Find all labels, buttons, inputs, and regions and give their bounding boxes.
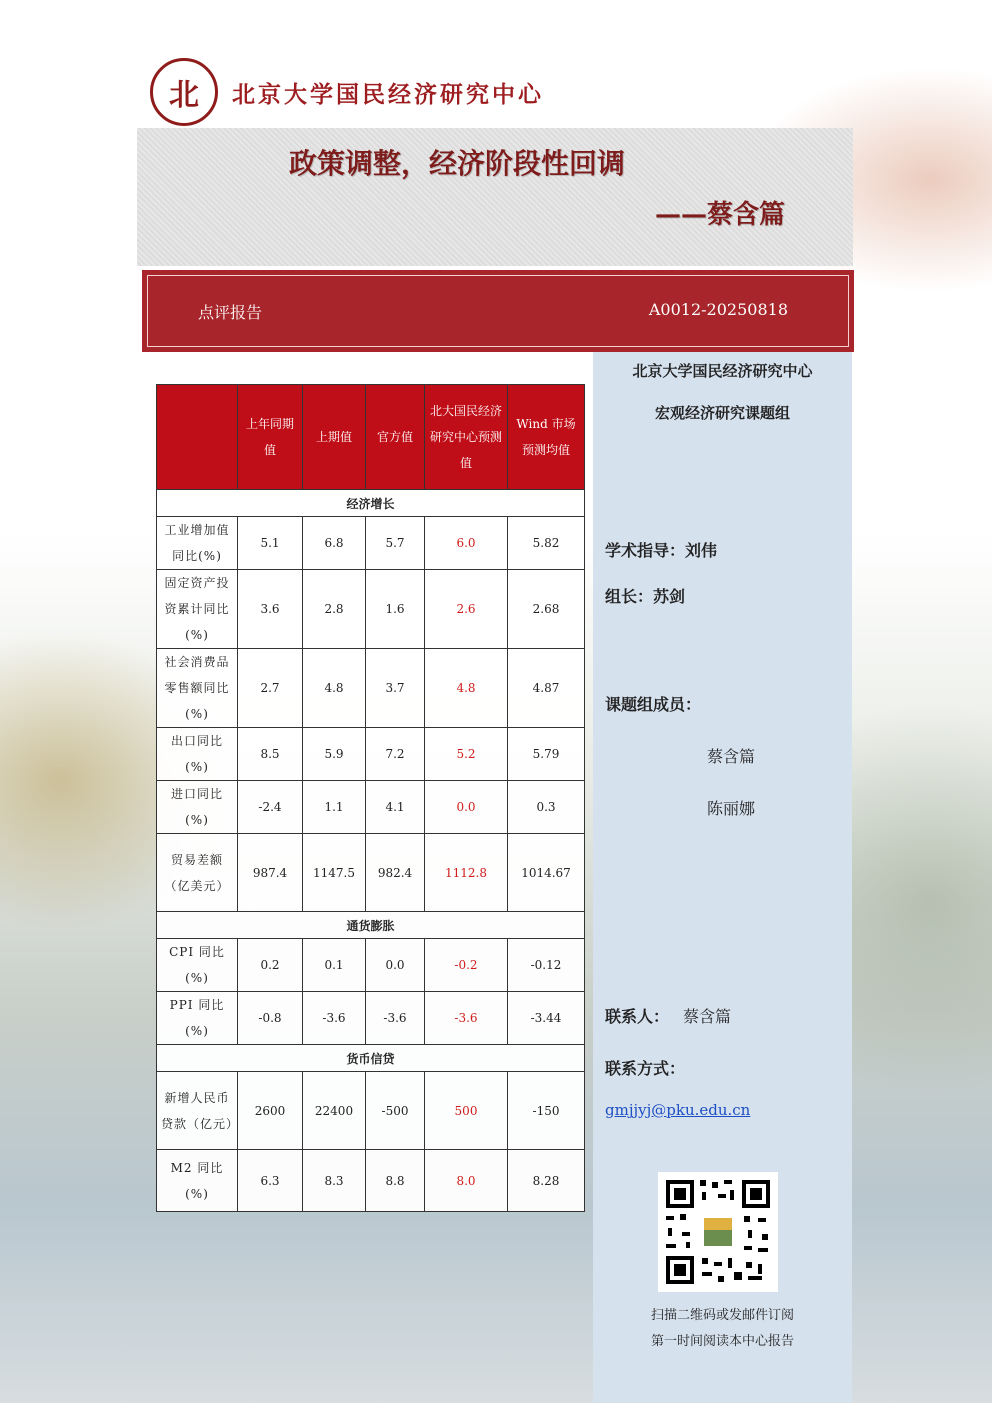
cell-value: 0.1 (303, 939, 366, 992)
cell-forecast: 8.0 (425, 1150, 508, 1212)
section-title: 经济增长 (157, 490, 585, 517)
table-row (157, 517, 585, 570)
sidebar-contact (605, 1004, 731, 1027)
row-label: CPI 同比(%) (157, 939, 238, 992)
table-row (157, 1150, 585, 1212)
cell-value: -3.6 (366, 992, 425, 1045)
cell-forecast: 4.8 (425, 649, 508, 728)
cell-value: 2.8 (303, 570, 366, 649)
cell-forecast: 500 (425, 1072, 508, 1150)
cell-value: 22400 (303, 1072, 366, 1150)
row-label: 新增人民币贷款（亿元） (157, 1072, 238, 1150)
cell-value: 5.9 (303, 728, 366, 781)
row-label: 固定资产投资累计同比(%) (157, 570, 238, 649)
row-label: 进口同比(%) (157, 781, 238, 834)
table-row (157, 781, 585, 834)
header-logo (150, 58, 544, 126)
cell-value: 6.8 (303, 517, 366, 570)
report-type: 点评报告 (198, 303, 263, 322)
sidebar-member: 陈丽娜 (707, 799, 756, 818)
row-label: 社会消费品零售额同比(%) (157, 649, 238, 728)
report-title: 政策调整，经济阶段性回调 (289, 147, 626, 180)
cell-value: 982.4 (366, 834, 425, 912)
contact-method-label: 联系方式： (605, 1059, 686, 1078)
cell-value: 5.82 (508, 517, 585, 570)
cell-value: 2.7 (238, 649, 303, 728)
sidebar-group: 宏观经济研究课题组 (654, 404, 790, 422)
sidebar-member: 蔡含篇 (707, 747, 756, 766)
sidebar-leader: 组长：苏剑 (605, 587, 686, 606)
cell-value: 1147.5 (303, 834, 366, 912)
cell-value: 1.1 (303, 781, 366, 834)
university-seal-icon: 北 (150, 58, 218, 126)
section-title: 通货膨胀 (157, 912, 585, 939)
cell-value: 4.1 (366, 781, 425, 834)
cell-value: -3.44 (508, 992, 585, 1045)
cell-value: 5.7 (366, 517, 425, 570)
banner-frame (147, 275, 849, 347)
col-header-official: 官方值 (366, 385, 425, 490)
org-name: 北京大学国民经济研究中心 (232, 80, 544, 108)
cell-forecast: 5.2 (425, 728, 508, 781)
qr-caption-line1: 扫描二维码或发邮件订阅 (650, 1308, 794, 1323)
col-header-pku-forecast: 北大国民经济研究中心预测值 (425, 385, 508, 490)
cell-value: 987.4 (238, 834, 303, 912)
table-row (157, 834, 585, 912)
cell-value: -150 (508, 1072, 585, 1150)
section-title: 货币信贷 (157, 1045, 585, 1072)
email-link[interactable]: gmjjyj@pku.edu.cn (605, 1101, 751, 1119)
cell-forecast: 0.0 (425, 781, 508, 834)
row-label: 贸易差额（亿美元） (157, 834, 238, 912)
sidebar-members-label: 课题组成员： (605, 695, 702, 714)
sidebar (593, 352, 852, 1403)
col-header-wind-forecast: Wind 市场预测均值 (508, 385, 585, 490)
cell-forecast: 1112.8 (425, 834, 508, 912)
table-row (157, 570, 585, 649)
forecast-table (156, 384, 585, 1212)
row-label: 工业增加值同比(%) (157, 517, 238, 570)
qr-code-icon[interactable] (658, 1172, 778, 1292)
row-label: 出口同比(%) (157, 728, 238, 781)
cell-value: 2600 (238, 1072, 303, 1150)
cell-value: 3.7 (366, 649, 425, 728)
header-corner (157, 385, 238, 490)
cell-forecast: 6.0 (425, 517, 508, 570)
cell-value: 5.79 (508, 728, 585, 781)
contact-label: 联系人： (605, 1007, 670, 1026)
cell-value: 1014.67 (508, 834, 585, 912)
title-box (137, 128, 853, 266)
cell-value: 0.3 (508, 781, 585, 834)
cell-value: 0.0 (366, 939, 425, 992)
cell-value: 6.3 (238, 1150, 303, 1212)
report-banner (142, 270, 854, 352)
sidebar-advisor: 学术指导：刘伟 (605, 541, 718, 560)
contact-name: 蔡含篇 (683, 1007, 732, 1026)
cell-value: -0.12 (508, 939, 585, 992)
row-label: M2 同比(%) (157, 1150, 238, 1212)
cell-value: -500 (366, 1072, 425, 1150)
table-row (157, 649, 585, 728)
table-row (157, 992, 585, 1045)
cell-value: 8.8 (366, 1150, 425, 1212)
sidebar-org: 北京大学国民经济研究中心 (632, 362, 813, 380)
cell-value: 8.3 (303, 1150, 366, 1212)
cell-forecast: -0.2 (425, 939, 508, 992)
cell-value: 3.6 (238, 570, 303, 649)
cell-value: 0.2 (238, 939, 303, 992)
row-label: PPI 同比(%) (157, 992, 238, 1045)
col-header-last-year: 上年同期值 (238, 385, 303, 490)
cell-forecast: 2.6 (425, 570, 508, 649)
cell-value: 7.2 (366, 728, 425, 781)
cell-value: 5.1 (238, 517, 303, 570)
report-author: ——蔡含篇 (654, 200, 785, 230)
cell-value: 1.6 (366, 570, 425, 649)
table-header-row (157, 385, 585, 490)
cell-value: 8.5 (238, 728, 303, 781)
qr-caption-line2: 第一时间阅读本中心报告 (650, 1334, 794, 1349)
cell-value: -3.6 (303, 992, 366, 1045)
cell-value: 4.8 (303, 649, 366, 728)
cell-value: 8.28 (508, 1150, 585, 1212)
cell-value: -0.8 (238, 992, 303, 1045)
cell-forecast: -3.6 (425, 992, 508, 1045)
col-header-previous: 上期值 (303, 385, 366, 490)
cell-value: -2.4 (238, 781, 303, 834)
cell-value: 4.87 (508, 649, 585, 728)
table-row (157, 1072, 585, 1150)
cell-value: 2.68 (508, 570, 585, 649)
table-row (157, 939, 585, 992)
table-row (157, 728, 585, 781)
report-code: A0012-20250818 (648, 300, 788, 319)
